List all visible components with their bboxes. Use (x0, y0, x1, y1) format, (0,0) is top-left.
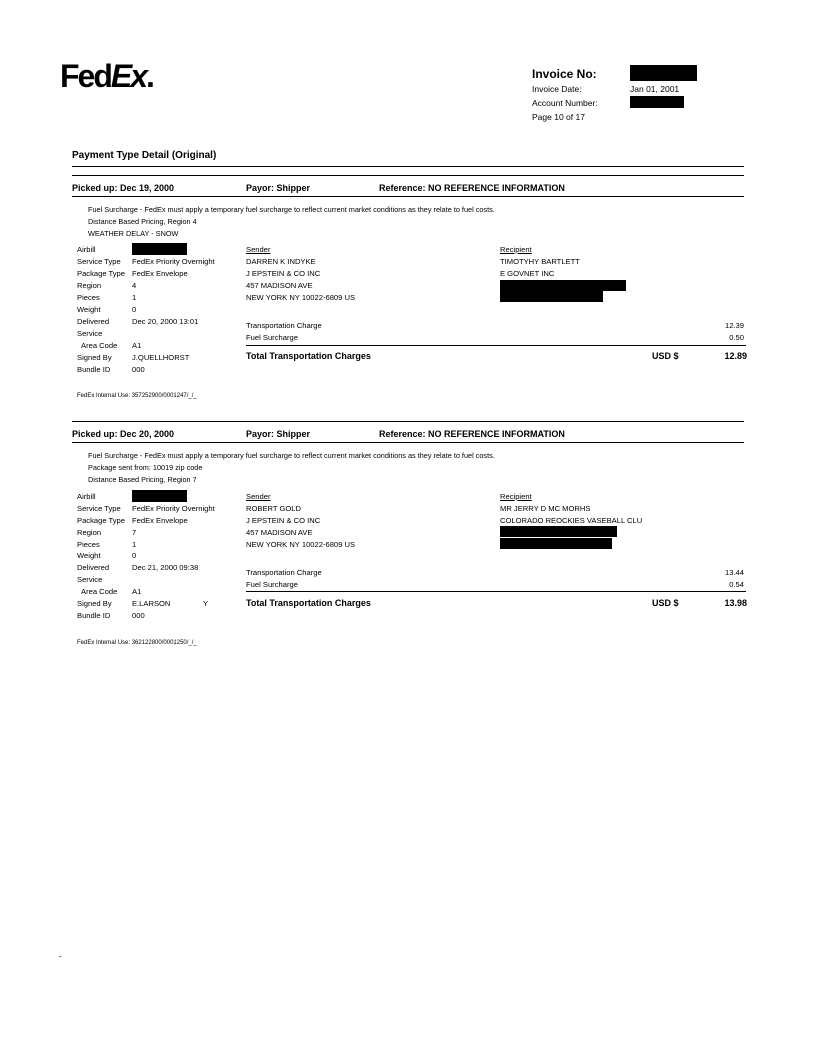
airbill-label: Airbill (77, 492, 96, 501)
internal-use-code: FedEx Internal Use: 362122800/0001250/_/_ (77, 640, 197, 646)
redacted-invoice-number (630, 65, 697, 81)
sender-heading: Sender (246, 245, 271, 254)
shipment-note: Fuel Surcharge - FedEx must apply a temporary fuel surcharge to reflect current market conditions as they relate to fuel costs. (88, 205, 495, 214)
transportation-charge-label: Transportation Charge (246, 568, 322, 577)
shipment-note: WEATHER DELAY - SNOW (88, 229, 179, 238)
sender-line: ROBERT GOLD (246, 504, 301, 513)
currency-label: USD $ (652, 598, 679, 608)
invoice-date: Jan 01, 2001 (630, 84, 680, 94)
shipment-note: Package sent from: 10019 zip code (88, 463, 203, 472)
invoice-no-label: Invoice No: (532, 67, 597, 81)
recipient-line: MR JERRY D MC MORHS (500, 504, 591, 513)
divider (72, 196, 744, 197)
weight-value: 0 (132, 305, 137, 314)
recipient-line: TIMOTYHY BARTLETT (500, 257, 580, 266)
total-charges-label: Total Transportation Charges (246, 351, 371, 361)
area-code-label: Area Code (81, 587, 118, 596)
service-label: Service (77, 575, 103, 584)
package-type-value: FedEx Envelope (132, 269, 188, 278)
payor: Payor: Shipper (246, 429, 311, 439)
transportation-charge-label: Transportation Charge (246, 321, 322, 330)
redacted-airbill (132, 490, 187, 502)
signed-by-label: Signed By (77, 599, 112, 608)
signed-by-value: J.QUELLHORST (132, 353, 190, 362)
region-value: 7 (132, 528, 137, 537)
internal-use-code: FedEx Internal Use: 357252900/0001247/_/_ (77, 393, 197, 399)
recipient-line: E GOVNET INC (500, 269, 555, 278)
pieces-value: 1 (132, 540, 137, 549)
service-type-label: Service Type (77, 504, 121, 513)
region-value: 4 (132, 281, 137, 290)
service-type-value: FedEx Priority Overnight (132, 257, 215, 266)
payor: Payor: Shipper (246, 183, 311, 193)
weight-value: 0 (132, 551, 137, 560)
recipient-line: COLORADO REOCKIES VASEBALL CLU (500, 516, 643, 525)
shipment-note: Distance Based Pricing, Region 7 (88, 475, 197, 484)
total-divider (246, 345, 746, 346)
package-type-value: FedEx Envelope (132, 516, 188, 525)
fuel-surcharge-label: Fuel Surcharge (246, 580, 298, 589)
sender-line: NEW YORK NY 10022-6809 US (246, 540, 356, 549)
redacted-airbill (132, 243, 187, 255)
logo-dot: . (146, 58, 153, 94)
section-title: Payment Type Detail (Original) (72, 150, 217, 161)
sender-line: J EPSTEIN & CO INC (246, 516, 321, 525)
total-charges-label: Total Transportation Charges (246, 598, 371, 608)
divider (72, 175, 744, 176)
currency-label: USD $ (652, 351, 679, 361)
airbill-label: Airbill (77, 245, 96, 254)
transportation-charge-value: 12.39 (724, 321, 744, 330)
package-type-label: Package Type (77, 516, 125, 525)
region-label: Region (77, 281, 102, 290)
invoice-date-label: Invoice Date: (532, 84, 582, 94)
service-type-value: FedEx Priority Overnight (132, 504, 215, 513)
divider (72, 442, 744, 443)
bundle-id-value: 000 (132, 611, 145, 620)
divider (72, 421, 744, 422)
picked-up-date: Picked up: Dec 20, 2000 (72, 429, 175, 439)
redacted-recipient-city (500, 291, 603, 302)
redacted-recipient-address (500, 280, 626, 291)
bundle-id-value: 000 (132, 365, 145, 374)
pieces-label: Pieces (77, 540, 100, 549)
page-number: Page 10 of 17 (532, 112, 585, 122)
sender-heading: Sender (246, 492, 271, 501)
fuel-surcharge-label: Fuel Surcharge (246, 333, 298, 342)
package-type-label: Package Type (77, 269, 125, 278)
delivered-value: Dec 21, 2000 09:38 (132, 563, 199, 572)
region-label: Region (77, 528, 102, 537)
pieces-value: 1 (132, 293, 137, 302)
shipment-note: Distance Based Pricing, Region 4 (88, 217, 197, 226)
area-code-value: A1 (132, 341, 142, 350)
service-type-label: Service Type (77, 257, 121, 266)
shipment-note: Fuel Surcharge - FedEx must apply a temporary fuel surcharge to reflect current market conditions as they relate to fuel costs. (88, 451, 495, 460)
footer-mark: - (59, 952, 62, 961)
transportation-charge-value: 13.44 (724, 568, 744, 577)
weight-label: Weight (77, 305, 101, 314)
total-charges-value: 12.89 (724, 351, 747, 361)
sender-line: J EPSTEIN & CO INC (246, 269, 321, 278)
fuel-surcharge-value: 0.50 (729, 333, 744, 342)
reference: Reference: NO REFERENCE INFORMATION (379, 183, 565, 193)
account-number-label: Account Number: (532, 98, 598, 108)
sender-line: DARREN K INDYKE (246, 257, 316, 266)
recipient-heading: Recipient (500, 492, 532, 501)
area-code-label: Area Code (81, 341, 118, 350)
bundle-id-label: Bundle ID (77, 611, 111, 620)
fuel-surcharge-value: 0.54 (729, 580, 744, 589)
sender-line: 457 MADISON AVE (246, 528, 313, 537)
pieces-label: Pieces (77, 293, 100, 302)
reference: Reference: NO REFERENCE INFORMATION (379, 429, 565, 439)
fedex-logo (60, 60, 153, 92)
divider (72, 166, 744, 167)
delivered-label: Delivered (77, 563, 110, 572)
redacted-recipient-city (500, 538, 612, 549)
signed-flag: Y (203, 599, 209, 608)
delivered-label: Delivered (77, 317, 110, 326)
signed-by-label: Signed By (77, 353, 112, 362)
total-charges-value: 13.98 (724, 598, 747, 608)
delivered-value: Dec 20, 2000 13:01 (132, 317, 199, 326)
sender-line: NEW YORK NY 10022-6809 US (246, 293, 356, 302)
recipient-heading: Recipient (500, 245, 532, 254)
service-label: Service (77, 329, 103, 338)
weight-label: Weight (77, 551, 101, 560)
area-code-value: A1 (132, 587, 142, 596)
total-divider (246, 591, 746, 592)
redacted-recipient-address (500, 526, 617, 537)
picked-up-date: Picked up: Dec 19, 2000 (72, 183, 175, 193)
sender-line: 457 MADISON AVE (246, 281, 313, 290)
signed-by-value: E.LARSON (132, 599, 171, 608)
logo-ex: Ex (110, 58, 147, 94)
redacted-account-number (630, 96, 684, 108)
logo-fed: Fed (60, 58, 111, 94)
bundle-id-label: Bundle ID (77, 365, 111, 374)
